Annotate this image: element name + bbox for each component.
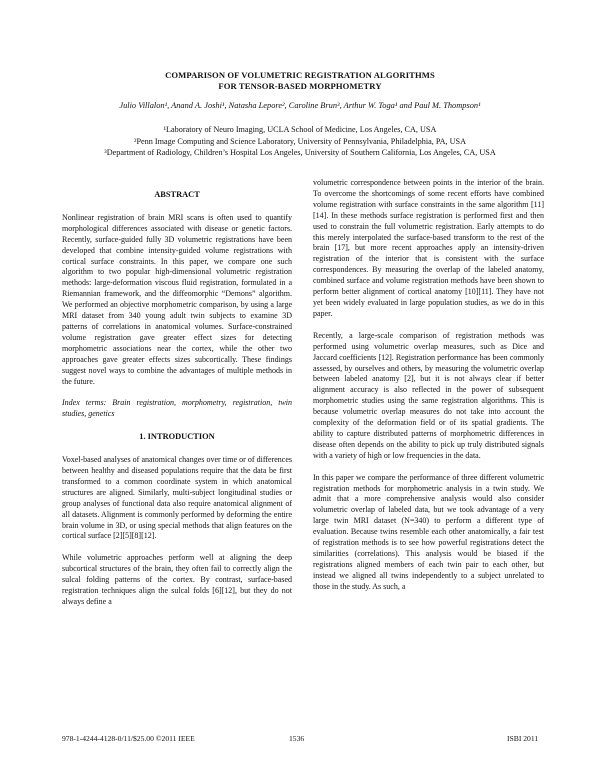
left-column: [62, 178, 292, 619]
index-terms: Index terms: Brain registration, morphometry, registration, twin studies, genetics: [62, 398, 292, 419]
footer-copyright: 978-1-4244-4128-0/11/$25.00 ©2011 IEEE: [62, 734, 195, 743]
author-list: Julio Villalon¹, Anand A. Joshi¹, Natasha Lepore², Caroline Brun³, Arthur W. Toga¹ and Paul M. Thompson¹: [119, 101, 481, 110]
title-line-1: COMPARISON OF VOLUMETRIC REGISTRATION ALGORITHMS: [165, 70, 435, 80]
right-column: [313, 178, 544, 604]
footer-venue: ISBI 2011: [507, 734, 539, 743]
abstract-text: Nonlinear registration of brain MRI scans is often used to quantify morphological differences associated with disease or genetic factors. Recently, surface-guided fully 3D volumetric registrations have been developed that combine intensity-guided volume registrations with cortical surface constraints. In this paper, we compare one such algorithm to two popular high-dimensional volumetric registration methods: large-deformation viscous fluid registration, formulated in a Riemannian framework, and the diffeomorphic “Demons” algorithm. We performed an objective morphometric comparison, by using a large MRI dataset from 340 young adult twin subjects to examine 3D patterns of correlations in anatomical volumes. Surface-constrained volume registration gave greater effect sizes for detecting morphometric associations near the cortex, while the other two approaches gave greater effects sizes subcortically. These findings suggest novel ways to combine the advantages of multiple methods in the future.: [62, 212, 292, 386]
affiliation-2: ²Penn Image Computing and Science Laboratory, University of Pennsylvania, Philadelphia, PA, USA: [133, 136, 467, 146]
introduction-heading: 1. INTRODUCTION: [139, 432, 215, 442]
footer-page-number: 1536: [289, 734, 305, 743]
right-paragraph-1: volumetric correspondence between points in the interior of the brain. To overcome the shortcomings of some recent efforts have combined volume registration with surface constraints in the same algorithm [11][14]. In these methods surface registration is performed first and then used to constrain the full volumetric registration. Early attempts to do this merely interpolated the surface-based transform to the rest of the brain [17], but more recent approaches apply an intensity-driven registration of the interior that is consistent with the surface correspondences. By measuring the overlap of the labeled anatomy, combined surface and volume registration methods have been shown to perform better alignment of cortical anatomy [10][11]. They have not yet been widely evaluated in large population studies, as we do in this paper.: [313, 178, 544, 318]
affiliation-3: ³Department of Radiology, Children’s Hospital Los Angeles, University of Southern California, Los Angeles, CA, USA: [104, 148, 496, 157]
paper-title: [60, 70, 540, 92]
affiliations: [40, 124, 560, 159]
affiliation-1: ¹Laboratory of Neuro Imaging, UCLA School of Medicine, Los Angeles, CA, USA: [163, 125, 437, 134]
abstract-heading: ABSTRACT: [154, 190, 200, 199]
right-paragraph-2: Recently, a large-scale comparison of registration methods was performed using volumetric overlap measures, such as Dice and Jaccard coefficients [12]. Registration performance has been commonly assessed, by ourselves and others, by measuring the volumetric overlap between labeled anatomy [2], but it is not always clear if better alignment accuracy is also reflected in the power of subsequent morphometric studies using the same registration algorithms. This is because volumetric overlap measures do not take into account the complexity of the deformation field or of its spatial gradients. The ability to capture distributed patterns of morphometric differences in disease often depends on the ability to pick up truly distributed signals with a variety of high or low frequencies in the data.: [313, 330, 544, 460]
right-paragraph-3: In this paper we compare the performance of three different volumetric registration methods for morphometric analysis in a twin study. We admit that a more comprehensive analysis would also consider volumetric overlap of labeled data, but we took advantage of a very large twin MRI dataset (N=340) to perform a different type of evaluation. Because twins resemble each other anatomically, a fair test of registration methods is to see how powerful registrations detect the similarities (correlations). This analysis would be biased if the registrations aligned members of each twin pair to each other, but instead we aligned all twins independently to a subject unrelated to those in the study. As such, a: [313, 472, 544, 591]
intro-paragraph-1: Voxel-based analyses of anatomical changes over time or of differences between healthy and diseased populations require that the data be first transformed to a common coordinate system in which anatomical structures are aligned. Similarly, multi-subject longitudinal studies or group analyses of functional data also require anatomical alignment of all datasets. Alignment is commonly performed by deforming the entire brain volume in 3D, or using special methods that align features on the cortical surface [2][5][8][12].: [62, 455, 292, 541]
title-line-2: FOR TENSOR-BASED MORPHOMETRY: [218, 81, 382, 91]
intro-paragraph-2: While volumetric approaches perform well at aligning the deep subcortical structures of the brain, they often fail to correctly align the sulcal folding patterns of the cortex. By contrast, surface-based registration techniques align the sulcal folds [6][12], but they do not always define a: [62, 553, 292, 606]
